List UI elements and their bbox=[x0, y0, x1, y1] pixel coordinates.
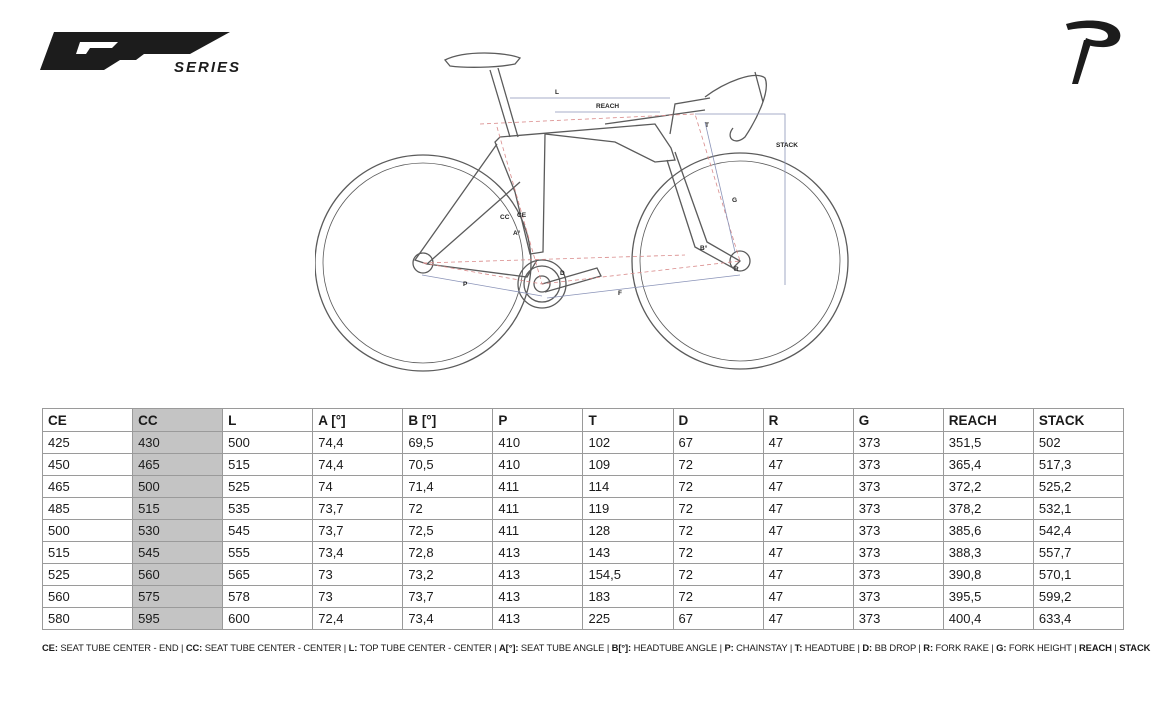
legend-description: SEAT TUBE ANGLE | bbox=[518, 642, 612, 653]
label-cc: CC bbox=[500, 214, 510, 221]
table-cell: 72 bbox=[673, 542, 763, 564]
legend-key: D: bbox=[862, 642, 873, 653]
legend-key: G: bbox=[996, 642, 1007, 653]
table-cell: 525,2 bbox=[1033, 476, 1123, 498]
legend-description: HEADTUBE ANGLE | bbox=[631, 642, 725, 653]
table-cell: 72,4 bbox=[313, 608, 403, 630]
table-cell: 373 bbox=[853, 432, 943, 454]
legend-key: REACH bbox=[1079, 642, 1112, 653]
legend-key: B[°]: bbox=[611, 642, 632, 653]
table-cell: 500 bbox=[133, 476, 223, 498]
table-cell: 373 bbox=[853, 454, 943, 476]
bike-geometry-diagram bbox=[315, 42, 860, 377]
table-cell: 411 bbox=[493, 520, 583, 542]
table-cell: 70,5 bbox=[403, 454, 493, 476]
table-cell: 373 bbox=[853, 476, 943, 498]
table-cell: 502 bbox=[1033, 432, 1123, 454]
label-f: F bbox=[618, 290, 622, 297]
legend-key: STACK bbox=[1119, 642, 1151, 653]
table-cell: 373 bbox=[853, 564, 943, 586]
table-cell: 102 bbox=[583, 432, 673, 454]
table-cell: 72 bbox=[673, 564, 763, 586]
column-header: A [°] bbox=[313, 409, 403, 432]
table-cell: 154,5 bbox=[583, 564, 673, 586]
table-cell: 450 bbox=[43, 454, 133, 476]
table-cell: 67 bbox=[673, 608, 763, 630]
table-cell: 515 bbox=[43, 542, 133, 564]
geometry-table bbox=[42, 408, 1124, 630]
table-cell: 595 bbox=[133, 608, 223, 630]
legend-key: P: bbox=[724, 642, 734, 653]
table-cell: 73,2 bbox=[403, 564, 493, 586]
table-cell: 143 bbox=[583, 542, 673, 564]
legend-description: BB DROP | bbox=[872, 642, 924, 653]
column-header: T bbox=[583, 409, 673, 432]
label-t: T bbox=[705, 122, 709, 129]
table-cell: 73,4 bbox=[403, 608, 493, 630]
table-cell: 570,1 bbox=[1033, 564, 1123, 586]
table-cell: 500 bbox=[223, 432, 313, 454]
table-cell: 430 bbox=[133, 432, 223, 454]
column-header: CC bbox=[133, 409, 223, 432]
table-cell: 47 bbox=[763, 520, 853, 542]
table-cell: 575 bbox=[133, 586, 223, 608]
table-cell: 73,7 bbox=[313, 498, 403, 520]
table-cell: 72 bbox=[673, 586, 763, 608]
table-cell: 411 bbox=[493, 498, 583, 520]
table-cell: 47 bbox=[763, 454, 853, 476]
legend-description: TOP TUBE CENTER - CENTER | bbox=[357, 642, 499, 653]
column-header: D bbox=[673, 409, 763, 432]
table-cell: 425 bbox=[43, 432, 133, 454]
table-cell: 69,5 bbox=[403, 432, 493, 454]
table-cell: 485 bbox=[43, 498, 133, 520]
label-stack: STACK bbox=[776, 142, 798, 149]
legend-description: SEAT TUBE CENTER - END | bbox=[57, 642, 186, 653]
column-header: G bbox=[853, 409, 943, 432]
label-a: A° bbox=[513, 230, 521, 237]
table-cell: 388,3 bbox=[943, 542, 1033, 564]
table-cell: 47 bbox=[763, 476, 853, 498]
table-cell: 373 bbox=[853, 498, 943, 520]
table-header-row bbox=[43, 409, 1124, 432]
table-cell: 411 bbox=[493, 476, 583, 498]
table-cell: 525 bbox=[43, 564, 133, 586]
table-row bbox=[43, 454, 1124, 476]
table-cell: 71,4 bbox=[403, 476, 493, 498]
table-cell: 560 bbox=[43, 586, 133, 608]
table-cell: 73 bbox=[313, 586, 403, 608]
table-row bbox=[43, 564, 1124, 586]
column-header: REACH bbox=[943, 409, 1033, 432]
label-reach: REACH bbox=[596, 103, 620, 110]
table-cell: 555 bbox=[223, 542, 313, 564]
table-cell: 128 bbox=[583, 520, 673, 542]
label-d: D bbox=[560, 270, 565, 277]
table-cell: 351,5 bbox=[943, 432, 1033, 454]
frame-outline bbox=[495, 124, 675, 254]
table-cell: 517,3 bbox=[1033, 454, 1123, 476]
table-cell: 378,2 bbox=[943, 498, 1033, 520]
legend-key: T: bbox=[794, 642, 803, 653]
abbreviation-legend bbox=[42, 642, 1151, 653]
table-cell: 545 bbox=[223, 520, 313, 542]
column-header: B [°] bbox=[403, 409, 493, 432]
table-cell: 413 bbox=[493, 586, 583, 608]
f-series-logo bbox=[40, 30, 290, 78]
legend-description: FORK RAKE | bbox=[932, 642, 997, 653]
series-wordmark: SERIES bbox=[174, 59, 242, 76]
table-cell: 74,4 bbox=[313, 454, 403, 476]
table-cell: 515 bbox=[133, 498, 223, 520]
table-cell: 560 bbox=[133, 564, 223, 586]
table-cell: 73,4 bbox=[313, 542, 403, 564]
table-row bbox=[43, 498, 1124, 520]
table-cell: 47 bbox=[763, 542, 853, 564]
table-row bbox=[43, 542, 1124, 564]
table-row bbox=[43, 476, 1124, 498]
table-cell: 530 bbox=[133, 520, 223, 542]
table-cell: 545 bbox=[133, 542, 223, 564]
table-cell: 72 bbox=[673, 520, 763, 542]
table-cell: 373 bbox=[853, 542, 943, 564]
table-cell: 109 bbox=[583, 454, 673, 476]
label-g: G bbox=[732, 197, 738, 204]
table-cell: 67 bbox=[673, 432, 763, 454]
table-cell: 47 bbox=[763, 608, 853, 630]
legend-key: L: bbox=[348, 642, 358, 653]
table-cell: 72 bbox=[403, 498, 493, 520]
table-cell: 47 bbox=[763, 432, 853, 454]
table-cell: 410 bbox=[493, 432, 583, 454]
table-cell: 578 bbox=[223, 586, 313, 608]
legend-description: FORK HEIGHT | bbox=[1006, 642, 1079, 653]
table-cell: 119 bbox=[583, 498, 673, 520]
table-cell: 47 bbox=[763, 498, 853, 520]
table-cell: 72 bbox=[673, 498, 763, 520]
table-cell: 385,6 bbox=[943, 520, 1033, 542]
table-cell: 73,7 bbox=[403, 586, 493, 608]
table-row bbox=[43, 608, 1124, 630]
table-cell: 73,7 bbox=[313, 520, 403, 542]
table-cell: 373 bbox=[853, 520, 943, 542]
table-cell: 413 bbox=[493, 608, 583, 630]
label-r: R bbox=[734, 266, 739, 273]
table-body bbox=[43, 432, 1124, 630]
label-p: P bbox=[463, 281, 468, 288]
table-cell: 465 bbox=[133, 454, 223, 476]
table-cell: 114 bbox=[583, 476, 673, 498]
table-cell: 515 bbox=[223, 454, 313, 476]
table-cell: 373 bbox=[853, 608, 943, 630]
table-cell: 365,4 bbox=[943, 454, 1033, 476]
table-cell: 372,2 bbox=[943, 476, 1033, 498]
column-header: STACK bbox=[1033, 409, 1123, 432]
legend-key: CE: bbox=[42, 642, 58, 653]
table-cell: 565 bbox=[223, 564, 313, 586]
table-cell: 47 bbox=[763, 564, 853, 586]
table-cell: 542,4 bbox=[1033, 520, 1123, 542]
table-cell: 74 bbox=[313, 476, 403, 498]
table-cell: 183 bbox=[583, 586, 673, 608]
table-cell: 225 bbox=[583, 608, 673, 630]
legend-key: CC: bbox=[185, 642, 203, 653]
label-l: L bbox=[555, 89, 559, 96]
column-header: P bbox=[493, 409, 583, 432]
table-cell: 413 bbox=[493, 542, 583, 564]
table-cell: 390,8 bbox=[943, 564, 1033, 586]
saddle bbox=[445, 53, 520, 67]
table-cell: 535 bbox=[223, 498, 313, 520]
legend-description: HEADTUBE | bbox=[802, 642, 863, 653]
column-header: CE bbox=[43, 409, 133, 432]
label-b: B° bbox=[700, 245, 708, 252]
table-cell: 600 bbox=[223, 608, 313, 630]
table-row bbox=[43, 586, 1124, 608]
legend-description: SEAT TUBE CENTER - CENTER | bbox=[202, 642, 349, 653]
table-cell: 72 bbox=[673, 476, 763, 498]
table-cell: 465 bbox=[43, 476, 133, 498]
brand-mark-icon bbox=[1062, 18, 1124, 86]
table-cell: 73 bbox=[313, 564, 403, 586]
table-cell: 633,4 bbox=[1033, 608, 1123, 630]
table-cell: 413 bbox=[493, 564, 583, 586]
table-cell: 47 bbox=[763, 586, 853, 608]
table-cell: 500 bbox=[43, 520, 133, 542]
table-cell: 525 bbox=[223, 476, 313, 498]
table-cell: 557,7 bbox=[1033, 542, 1123, 564]
table-cell: 580 bbox=[43, 608, 133, 630]
column-header: R bbox=[763, 409, 853, 432]
legend-key: R: bbox=[923, 642, 933, 653]
table-cell: 72,8 bbox=[403, 542, 493, 564]
table-cell: 532,1 bbox=[1033, 498, 1123, 520]
table-row bbox=[43, 432, 1124, 454]
legend-key: A[°]: bbox=[499, 642, 519, 653]
table-cell: 599,2 bbox=[1033, 586, 1123, 608]
column-header: L bbox=[223, 409, 313, 432]
table-cell: 72,5 bbox=[403, 520, 493, 542]
table-cell: 410 bbox=[493, 454, 583, 476]
table-cell: 400,4 bbox=[943, 608, 1033, 630]
table-row bbox=[43, 520, 1124, 542]
label-ce: CE bbox=[517, 212, 527, 219]
legend-description: | bbox=[1111, 642, 1120, 653]
table-cell: 72 bbox=[673, 454, 763, 476]
table-cell: 74,4 bbox=[313, 432, 403, 454]
legend-description: CHAINSTAY | bbox=[733, 642, 795, 653]
table-cell: 395,5 bbox=[943, 586, 1033, 608]
table-cell: 373 bbox=[853, 586, 943, 608]
